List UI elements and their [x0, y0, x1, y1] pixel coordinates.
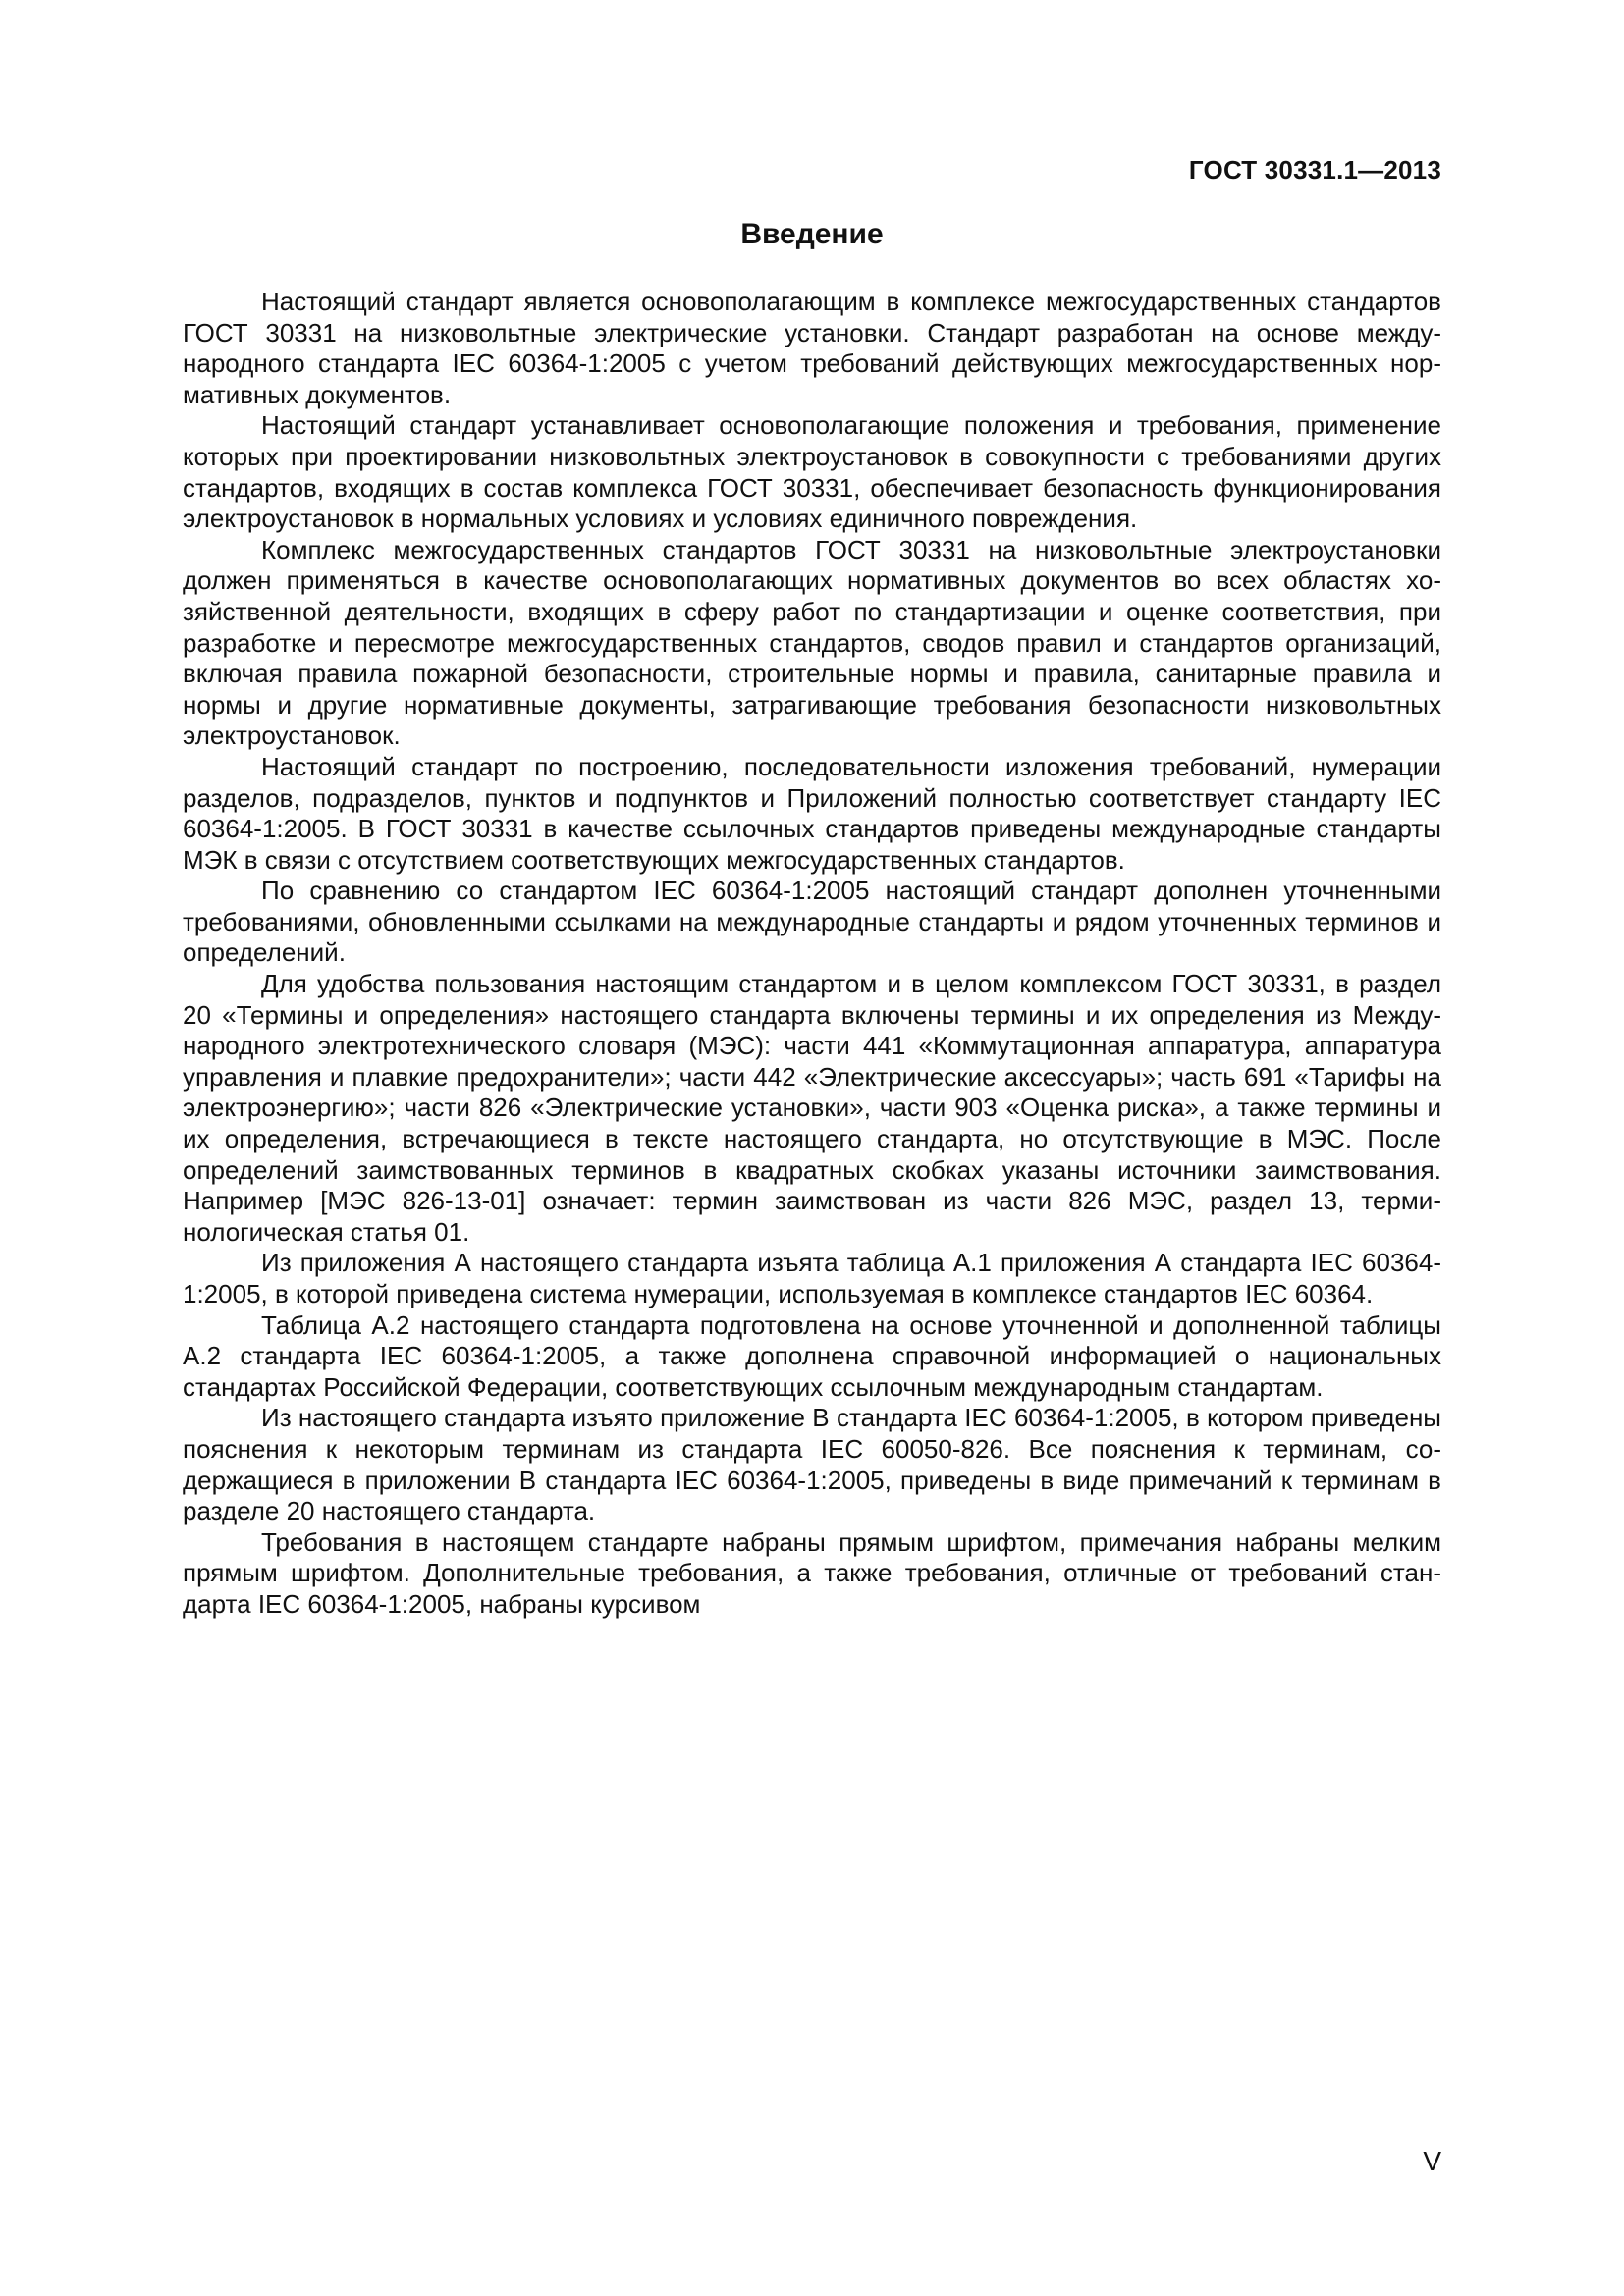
section-title: Введение — [740, 218, 884, 250]
paragraph: По сравнению со стандартом IEC 60364-1:2005 настоящий стандарт дополнен уточненными требованиями, обновленными ссылками на международные стандарты и рядом уточненных терминов и определений. — [183, 876, 1441, 968]
paragraph: Настоящий стандарт устанавливает основополагающие положения и требования, применение которых при проектировании низковольтных электроустановок в совокупности с требованиями других стандартов, входящих в состав комплекса ГОСТ 30331, обеспечивает безопасность функционирования электроустановок в нормальных условиях и условиях единичного повреждения. — [183, 410, 1441, 534]
paragraph: Из настоящего стандарта изъято приложение В стандарта IEC 60364-1:2005, в котором приведены пояснения к некоторым терминам из стандарта IEC 60050-826. Все пояснения к терминам, содержащиеся в приложении В стандарта IEC 60364-1:2005, приведены в виде примечаний к терминам в разделе 20 настоящего стандарта. — [183, 1403, 1441, 1526]
paragraph: Комплекс межгосударственных стандартов ГОСТ 30331 на низковольтные электроустановки должен применяться в качестве основополагающих нормативных документов во всех областях хозяйственной деятельности, входящих в сферу работ по стандартизации и оценке соответствия, при разработке и пересмотре межгосударственных стандартов, сводов правил и стандартов организаций, включая правила пожарной безопасности, строительные нормы и правила, санитарные правила и нормы и другие нормативные документы, затрагивающие требования безопасности низковольтных электроустановок. — [183, 534, 1441, 751]
paragraph: Настоящий стандарт по построению, последовательности изложения требований, нумерации разделов, подразделов, пунктов и подпунктов и Приложений полностью соответствует стандарту IEC 60364-1:2005. В ГОСТ 30331 в качестве ссылочных стандартов приведены международные стандарты МЭК в связи с отсутствием соответствующих межгосударственных стандартов. — [183, 751, 1441, 875]
paragraph: Требования в настоящем стандарте набраны прямым шрифтом, примечания набраны мелким прямым шрифтом. Дополнительные требования, а также требования, отличные от требований стандарта IEC 60364-1:2005, набраны курсивом — [183, 1526, 1441, 1619]
document-code: ГОСТ 30331.1—2013 — [1188, 155, 1441, 185]
body-text — [183, 287, 1441, 1621]
page-number: V — [1423, 2146, 1441, 2176]
paragraph: Из приложения А настоящего стандарта изъята таблица А.1 приложения А стандарта IEC 60364-1:2005, в которой приведена система нумерации, используемая в комплексе стандартов IEC 60364. — [183, 1248, 1441, 1308]
paragraph: Таблица А.2 настоящего стандарта подготовлена на основе уточненной и дополненной таблицы А.2 стандарта IEC 60364-1:2005, а также дополнена справочной информацией о национальных стандартах Российской Федерации, соответствующих ссылочным международным стандартам. — [183, 1309, 1441, 1402]
paragraph: Для удобства пользования настоящим стандартом и в целом комплексом ГОСТ 30331, в раздел 20 «Термины и определения» настоящего стандарта включены термины и их определения из Международного электротехнического словаря (МЭС): части 441 «Коммутационная аппаратура, аппаратура управления и плавкие предохранители»; части 442 «Электрические аксессуары»; часть 691 «Тарифы на электроэнергию»; части 826 «Электрические установки», части 903 «Оценка риска», а также термины и их определения, встречающиеся в тексте настоящего стандарта, но отсутствующие в МЭС. После определений заимствованных терминов в квадратных скобках указаны источники заимствования. Например [МЭС 826-13-01] означает: термин заимствован из части 826 МЭС, раздел 13, терминологическая статья 01. — [183, 969, 1441, 1247]
paragraph: Настоящий стандарт является основополагающим в комплексе межгосударственных стандартов ГОСТ 30331 на низковольтные электрические установки. Стандарт разработан на основе международного стандарта IEC 60364-1:2005 с учетом требований действующих межгосударственных нормативных документов. — [183, 287, 1441, 409]
